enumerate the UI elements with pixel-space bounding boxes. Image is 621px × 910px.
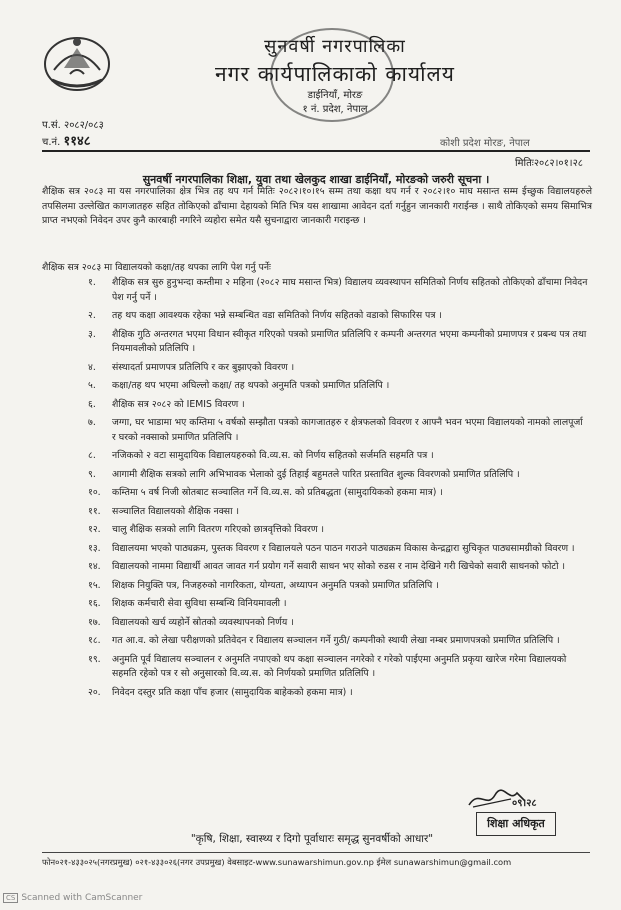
officer-stamp: शिक्षा अधिकृत <box>476 812 556 836</box>
office-address-line: १ नं. प्रदेश, नेपाल <box>302 104 368 115</box>
item-number: ८. <box>88 450 96 461</box>
item-text: शैक्षिक सत्र सुरु हुनुभन्दा कम्तीमा २ महिना (२०८२ माघ मसान्त भित्र) विद्यालय व्यवस्थापन समितिको निर्णय सहितको तोकिएको ढाँचामा निवेदन पेश गर्नु पर्ने । <box>112 277 588 303</box>
item-text: विद्यालयको खर्च व्यहोर्ने स्रोतको व्यवस्थापनको निर्णय । <box>112 616 294 628</box>
item-number: ३. <box>88 328 96 340</box>
list-item <box>88 468 588 483</box>
list-item <box>88 449 588 464</box>
item-text: सञ्चालित विद्यालयको शैक्षिक नक्सा । <box>112 505 239 517</box>
scanner-watermark <box>3 893 142 903</box>
list-item <box>88 505 588 520</box>
item-text: शिक्षक कर्मचारी सेवा सुविधा सम्बन्धि विनियमावली । <box>112 598 287 609</box>
header-divider <box>42 150 590 152</box>
contact-line: फोन०२१-४३३०२५(नगरप्रमुख) ०२१-४३३०२६(नगर उपप्रमुख) वेबसाइट-www.sunawarshimun.gov.np ईमेल sunawarshimun@gmail.com <box>42 857 512 867</box>
list-item <box>88 616 588 631</box>
item-number: १३. <box>88 542 101 554</box>
item-number: १९. <box>88 653 101 665</box>
reference-block <box>42 118 104 151</box>
item-text: आगामी शैक्षिक सत्रको लागि अभिभावक भेलाको दुई तिहाई बहुमतले पारित प्रस्तावित शुल्क विवरणको प्रमाणित प्रतिलिपि । <box>112 468 520 480</box>
notice-intro: शैक्षिक सत्र २०८३ मा यस नगरपालिका क्षेत्र भित्र तह थप गर्न मितिः २०८२।१०।१५ सम्म तथा कक्षा थप गर्न र २०८२।१० माघ मसान्त सम्म ईच्छुक विद्यालयहरुले तपसिलमा उल्लेखित कागजातहरु सहित तोकिएको ढाँचामा देहायको मिति भित्र यस शाखामा आवेदन दर्ता गर्नुहुन जानकारी गराईन्छ । साथै तोकिएको समय सिमाभित्र प्राप्त नभएको निवेदन उपर कुनै कारबाही नगरिने व्यहोरा समेत यसै सुचनाद्वारा जानकारी गराइन्छ । <box>42 186 592 226</box>
list-item <box>88 276 588 305</box>
item-number: १२. <box>88 524 101 535</box>
item-number: १५. <box>88 579 101 591</box>
list-item <box>88 653 588 682</box>
notice-title: सुनवर्षी नगरपालिका शिक्षा, युवा तथा खेलकुद शाखा डाईनियाँ, मोरङको जरुरी सूचना । <box>142 173 490 186</box>
list-item <box>88 686 588 701</box>
list-item <box>88 486 588 501</box>
municipal-motto: "कृषि, शिक्षा, स्वास्थ्य र दिगो पूर्वाधारः समृद्ध सुनवर्षीको आधार" <box>190 833 434 845</box>
documents-heading: शैक्षिक सत्र २०८३ मा विद्यालयको कक्षा/तह थपका लागि पेश गर्नु पर्नेः <box>42 262 271 273</box>
item-number: १४. <box>88 561 101 572</box>
nepal-emblem-icon <box>42 30 112 92</box>
item-number: १. <box>88 277 96 288</box>
item-number: ११. <box>88 505 101 517</box>
list-item <box>88 379 588 394</box>
office-address-line: डाईनियाँ, मोरङ <box>307 90 363 101</box>
documents-list <box>88 276 588 704</box>
item-text: विद्यालयको नाममा विद्यार्थी आवत जावत गर्न प्रयोग गर्ने सवारी साधन भए सोको रुडस र नाम देखिने गरी खिचेको सवारी साधनको फोटो । <box>112 561 565 572</box>
dispatch-number: ११४८ <box>63 134 91 149</box>
office-name: नगर कार्यपालिकाको कार्यालय <box>215 62 455 86</box>
office-heading <box>205 34 465 116</box>
item-text: शैक्षिक गुठि अन्तरगत भएमा विधान स्वीकृत गरिएको पत्रको प्रमाणित प्रतिलिपि र कम्पनी अन्तरगत भएमा कम्पनीको प्रमाणपत्र र प्रबन्ध पत्र तथा नियमावलीको प्रतिलिपि । <box>112 328 587 354</box>
list-item <box>88 597 588 612</box>
footer-divider <box>42 852 590 853</box>
item-number: १७. <box>88 616 101 628</box>
item-text: निवेदन दस्तुर प्रति कक्षा पाँच हजार (सामुदायिक बाहेकको हकमा मात्र) । <box>112 686 353 698</box>
list-item <box>88 634 588 649</box>
item-text: नजिकको २ वटा सामुदायिक विद्यालयहरुको वि.व्य.स. को निर्णय सहितको सर्जमति सहमति पत्र । <box>112 450 434 461</box>
municipality-name: सुनवर्षी नगरपालिका <box>264 36 406 57</box>
item-text: गत आ.व. को लेखा परीक्षणको प्रतिवेदन र विद्यालय सञ्चालन गर्ने गुठी/ कम्पनीको स्थायी लेखा नम्बर प्रमाणपत्रको प्रमाणित प्रतिलिपि । <box>112 635 560 646</box>
list-item <box>88 579 588 594</box>
list-item <box>88 542 588 557</box>
camscanner-icon: CS <box>3 893 18 903</box>
item-text: कम्तिमा ५ वर्ष निजी स्रोतबाट सञ्चालित गर्ने वि.व्य.स. को प्रतिबद्धता (सामुदायिकको हकमा मात्र) । <box>112 487 443 498</box>
item-text: चालु शैक्षिक सत्रको लागि वितरण गरिएको छात्रवृत्तिको विवरण । <box>112 524 325 535</box>
list-item <box>88 398 588 413</box>
signature-date: ०९।२८ <box>512 798 537 809</box>
list-item <box>88 328 588 357</box>
item-text: कक्षा/तह थप भएमा अघिल्लो कक्षा/ तह थपको अनुमति पत्रको प्रमाणित प्रतिलिपि । <box>112 380 390 391</box>
list-item <box>88 560 588 575</box>
item-number: २०. <box>88 686 101 698</box>
item-text: तह थप कक्षा आवश्यक रहेका भन्ने सम्बन्धित वडा समितिको निर्णय सहितको वडाको सिफारिस पत्र । <box>112 310 442 321</box>
ref-label: प.सं. <box>42 120 61 131</box>
item-text: शैक्षिक सत्र २०८२ को IEMIS विवरण । <box>112 398 245 410</box>
item-number: ७. <box>88 417 96 428</box>
item-number: २. <box>88 310 96 321</box>
scanner-text: Scanned with CamScanner <box>21 893 143 903</box>
item-number: ४. <box>88 361 96 373</box>
item-number: १०. <box>88 487 101 498</box>
province-address: कोशी प्रदेश मोरङ, नेपाल <box>440 138 530 149</box>
item-number: १८. <box>88 635 101 646</box>
dispatch-label: च.नं. <box>42 137 61 148</box>
item-number: ५. <box>88 380 96 391</box>
item-number: ६. <box>88 398 96 410</box>
item-text: अनुमति पूर्व विद्यालय सञ्चालन र अनुमति नपाएको थप कक्षा सञ्चालन नगरेको र गरेको पाईएमा अनुमति प्रकृया खारेज गरेमा विद्यालयको सहमति रहेको पत्र र सो अनुसारको वि.व्य.स. को निर्णयको प्रमाणित प्रतिलिपि । <box>112 653 567 679</box>
item-text: विद्यालयमा भएको पाठ्यक्रम, पुस्तक विवरण र विद्यालयले पठन पाठन गराउने पाठ्यक्रम विकास केन्द्रद्वारा सुचिकृत पाठ्यसामग्रीको विवरण । <box>112 542 575 554</box>
item-number: १६. <box>88 598 101 609</box>
ref-value: २०८२/०८३ <box>64 120 104 131</box>
item-text: संस्थादर्ता प्रमाणपत्र प्रतिलिपि र कर बुझाएको विवरण । <box>112 361 295 373</box>
issue-date: मितिः२०८२।०१।२८ <box>514 158 583 169</box>
item-text: शिक्षक नियुक्ति पत्र, निजहरुको नागरिकता, योग्यता, अध्यापन अनुमति पत्रको प्रमाणित प्रतिलिपि । <box>112 579 439 591</box>
list-item <box>88 416 588 445</box>
item-text: जग्गा, घर भाडामा भए कम्तिमा ५ वर्षको सम्झौता पत्रको कागजातहरु र क्षेत्रफलको विवरण र आफ्नै भवन भएमा विद्यालयको नामको लालपूर्जा र घरको नक्साको प्रमाणित प्रतिलिपि । <box>112 417 583 443</box>
list-item <box>88 361 588 376</box>
item-number: ९. <box>88 468 96 480</box>
list-item <box>88 309 588 324</box>
list-item <box>88 523 588 538</box>
